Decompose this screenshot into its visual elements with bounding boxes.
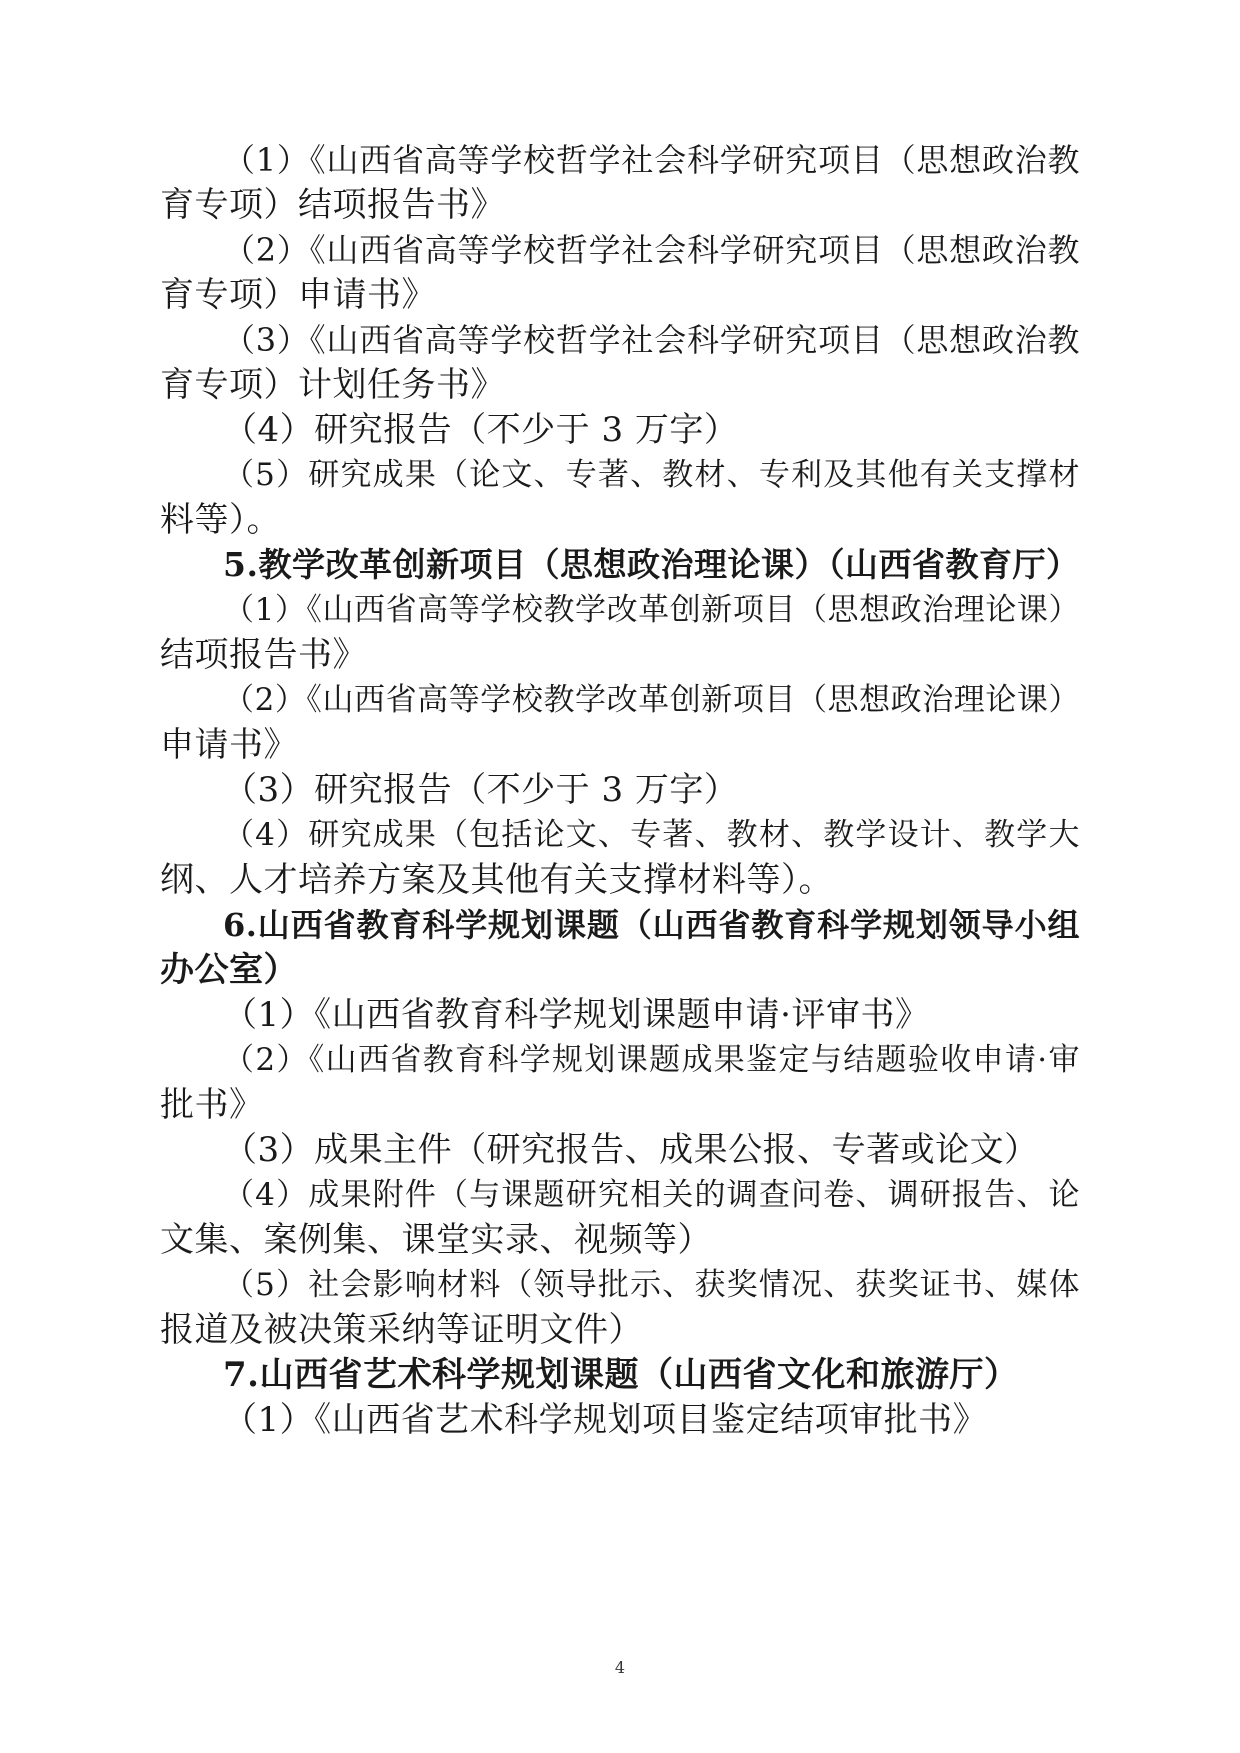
text-line: （3）成果主件（研究报告、成果公报、专著或论文） <box>223 1130 1039 1170</box>
text-line: （1）《山西省艺术科学规划项目鉴定结项审批书》 <box>223 1400 988 1440</box>
text-line: （5）研究成果（论文、专著、教材、专利及其他有关支撑材 <box>223 457 1080 493</box>
text-line: 料等）。 <box>160 500 281 540</box>
section-heading-continued: 办公室） <box>160 950 298 990</box>
text-line: 育专项）计划任务书》 <box>160 365 505 405</box>
text-line: 批书》 <box>160 1085 264 1125</box>
text-line: （2）《山西省教育科学规划课题成果鉴定与结题验收申请·审 <box>223 1042 1080 1078</box>
text-line: （2）《山西省高等学校哲学社会科学研究项目（思想政治教 <box>223 231 1080 269</box>
text-line: （1）《山西省高等学校哲学社会科学研究项目（思想政治教 <box>223 141 1080 179</box>
text-line: （3）研究报告（不少于 3 万字） <box>223 770 739 810</box>
section-heading: 6.山西省教育科学规划课题（山西省教育科学规划领导小组 <box>223 906 1080 944</box>
text-line: 育专项）申请书》 <box>160 275 436 315</box>
text-line: 报道及被决策采纳等证明文件） <box>160 1310 643 1350</box>
text-line: （2）《山西省高等学校教学改革创新项目（思想政治理论课） <box>223 682 1080 718</box>
text-line: （4）研究报告（不少于 3 万字） <box>223 410 739 450</box>
text-line: （3）《山西省高等学校哲学社会科学研究项目（思想政治教 <box>223 321 1080 359</box>
text-line: （4）研究成果（包括论文、专著、教材、教学设计、教学大 <box>223 817 1080 853</box>
text-line: 纲、人才培养方案及其他有关支撑材料等）。 <box>160 860 833 900</box>
text-line: 文集、案例集、课堂实录、视频等） <box>160 1220 712 1260</box>
section-heading: 7.山西省艺术科学规划课题（山西省文化和旅游厅） <box>223 1355 1019 1395</box>
text-line: （4）成果附件（与课题研究相关的调查问卷、调研报告、论 <box>223 1177 1080 1213</box>
text-line: 申请书》 <box>160 725 298 765</box>
text-line: 结项报告书》 <box>160 635 367 675</box>
section-heading: 5.教学改革创新项目（思想政治理论课）（山西省教育厅） <box>223 545 1080 584</box>
text-line: （5）社会影响材料（领导批示、获奖情况、获奖证书、媒体 <box>223 1267 1080 1303</box>
text-line: 育专项）结项报告书》 <box>160 185 505 225</box>
text-line: （1）《山西省教育科学规划课题申请·评审书》 <box>223 995 930 1035</box>
text-line: （1）《山西省高等学校教学改革创新项目（思想政治理论课） <box>223 592 1080 628</box>
page-number: 4 <box>614 1658 626 1677</box>
